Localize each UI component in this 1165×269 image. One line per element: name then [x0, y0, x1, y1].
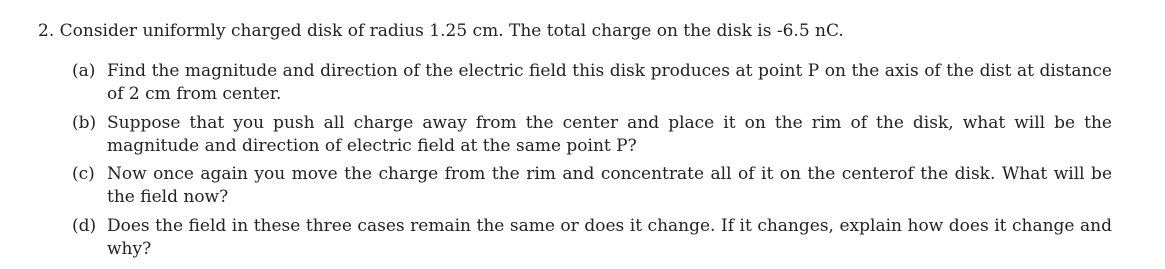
problem-stem: 2. Consider uniformly charged disk of radius 1.25 cm. The total charge on the disk is -6.5 nC. — [38, 21, 844, 41]
part-c-label: (c) — [72, 164, 95, 184]
part-d-label: (d) — [72, 216, 97, 236]
part-d — [72, 215, 1112, 261]
part-b-label: (b) — [72, 113, 97, 133]
part-c-text: Now once again you move the charge from the rim and concentrate all of it on the centerof the disk. What will be the field now? — [107, 164, 1112, 207]
part-b — [72, 112, 1112, 158]
part-a-label: (a) — [72, 61, 96, 81]
part-a-text: Find the magnitude and direction of the electric field this disk produces at point P on the axis of the dist at distance of 2 cm from center. — [107, 61, 1112, 104]
part-b-text: Suppose that you push all charge away from the center and place it on the rim of the disk, what will be the magnitude and direction of electric field at the same point P? — [107, 113, 1112, 156]
part-d-text: Does the field in these three cases remain the same or does it change. If it changes, explain how does it change and why? — [107, 216, 1112, 259]
part-a — [72, 60, 1112, 106]
part-c — [72, 163, 1112, 209]
